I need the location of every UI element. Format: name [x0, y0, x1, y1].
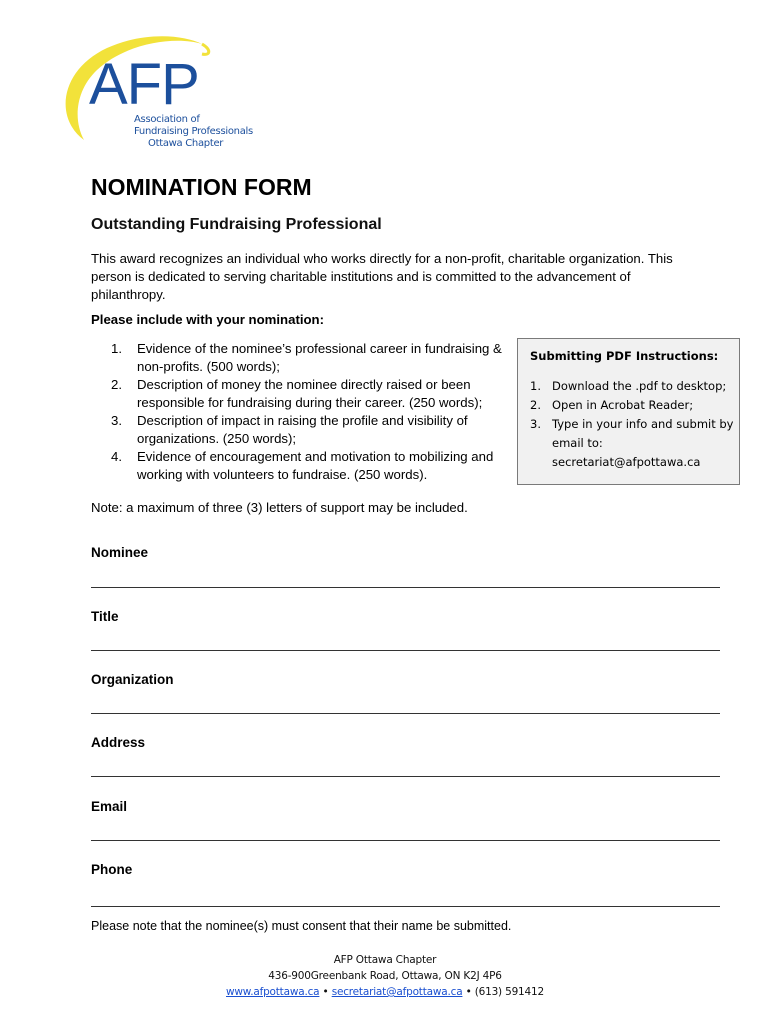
list-number: 1.: [530, 379, 541, 393]
list-item: [111, 376, 507, 412]
afp-logo: [52, 30, 252, 160]
footer-bullet: •: [462, 986, 475, 998]
list-item-text: Evidence of the nominee’s professional career in fundraising & non-profits. (500 words);: [137, 341, 502, 374]
requirements-list: [111, 340, 507, 484]
footer-address: 436-900Greenbank Road, Ottawa, ON K2J 4P6: [268, 970, 502, 982]
phone-label: Phone: [91, 862, 133, 877]
list-number: 4.: [111, 449, 122, 464]
list-item: [530, 377, 736, 396]
footer-org: AFP Ottawa Chapter: [333, 954, 437, 966]
logo-line-2: Fundraising Professionals: [134, 126, 253, 137]
consent-note: Please note that the nominee(s) must consent that their name be submitted.: [91, 919, 512, 933]
page-title: NOMINATION FORM: [91, 174, 312, 200]
list-item-text: Description of impact in raising the profile and visibility of organizations. (250 words);: [137, 413, 468, 446]
nominee-label: Nominee: [91, 545, 149, 560]
address-label: Address: [91, 735, 146, 750]
list-item: [530, 396, 736, 415]
footer-contact: [0, 986, 770, 998]
address-field[interactable]: [91, 776, 720, 777]
list-item: [111, 412, 507, 448]
email-link[interactable]: secretariat@afpottawa.ca: [331, 986, 463, 998]
award-description: This award recognizes an individual who works directly for a non-profit, charitable organization. This person is dedicated to serving charitable institutions and is committed to the advancement of philanthropy.: [91, 251, 673, 302]
instructions-list: [530, 377, 736, 472]
nominee-field[interactable]: [91, 587, 720, 588]
list-number: 1.: [111, 341, 122, 356]
list-item: [530, 415, 736, 472]
title-field[interactable]: [91, 650, 720, 651]
list-item-text: Open in Acrobat Reader;: [552, 398, 694, 412]
list-item: [111, 448, 507, 484]
instructions-title: Submitting PDF Instructions:: [530, 349, 719, 363]
footer-bullet: •: [319, 986, 332, 998]
logo-letters: AFP: [89, 52, 199, 117]
list-number: 3.: [530, 417, 541, 431]
list-number: 3.: [111, 413, 122, 428]
list-item: [111, 340, 507, 376]
include-heading: Please include with your nomination:: [91, 312, 325, 327]
award-subtitle: Outstanding Fundraising Professional: [91, 216, 382, 233]
email-field[interactable]: [91, 840, 720, 841]
pdf-instructions-box: [517, 338, 740, 485]
website-link[interactable]: www.afpottawa.ca: [226, 986, 320, 998]
footer-phone: (613) 591412: [474, 986, 544, 998]
logo-line-1: Association of: [134, 114, 200, 125]
support-letters-note: Note: a maximum of three (3) letters of support may be included.: [91, 500, 468, 515]
logo-line-3: Ottawa Chapter: [148, 138, 224, 149]
organization-field[interactable]: [91, 713, 720, 714]
list-item-text: Download the .pdf to desktop;: [552, 379, 727, 393]
list-item-text: Evidence of encouragement and motivation to mobilizing and working with volunteers to fundraise. (250 words).: [137, 449, 494, 482]
list-number: 2.: [530, 398, 541, 412]
email-label: Email: [91, 799, 128, 814]
list-item-text: Description of money the nominee directly raised or been responsible for fundraising during their career. (250 words);: [137, 377, 483, 410]
list-number: 2.: [111, 377, 122, 392]
phone-field[interactable]: [91, 906, 720, 907]
organization-label: Organization: [91, 672, 174, 687]
title-label: Title: [91, 609, 119, 624]
list-item-text: Type in your info and submit by email to: secretariat@afpottawa.ca: [552, 417, 734, 469]
